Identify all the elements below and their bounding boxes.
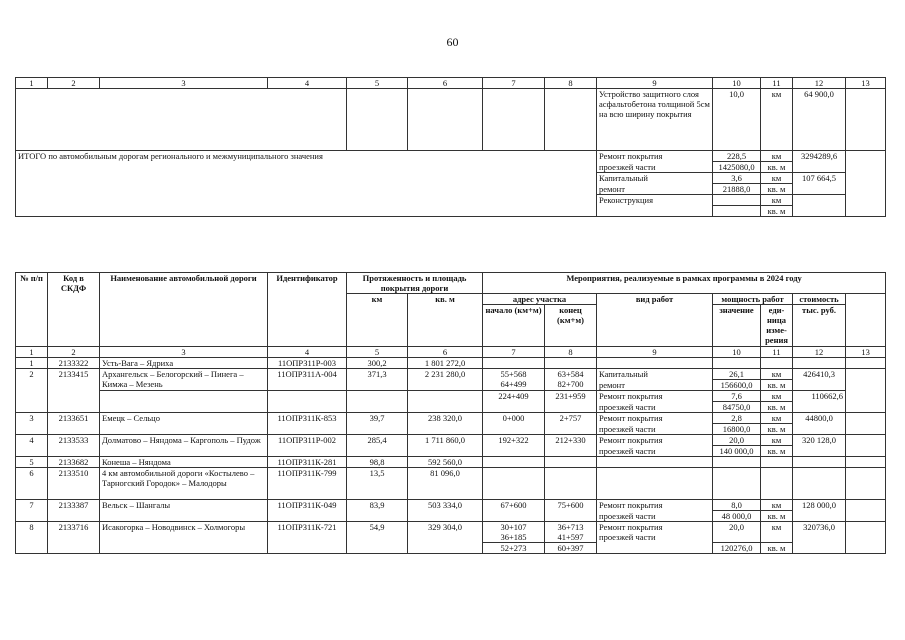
row-value: 48 000,0 [713, 511, 761, 522]
row-work: Ремонт покрытия [597, 500, 713, 511]
header-name: Наименование автомобильной дороги [100, 273, 268, 347]
table-row [16, 457, 886, 468]
row-unit: км [761, 413, 793, 424]
total-value: 1425080,0 [713, 162, 761, 173]
header-code: Код в СКДФ [48, 273, 100, 347]
end-value: 82+700 [557, 379, 584, 389]
row-id: 11ОПРЗ11Р-002 [268, 435, 347, 457]
total-value: 21888,0 [713, 184, 761, 195]
row-code: 2133510 [48, 468, 100, 500]
row-sqm: 592 560,0 [408, 457, 483, 468]
row-work: Ремонт покрытия [597, 413, 713, 424]
header-work-type: вид работ [597, 294, 713, 347]
work-value: 10,0 [713, 89, 761, 151]
row-start [483, 522, 545, 543]
row-unit: кв. м [761, 402, 793, 413]
end-value: 63+584 [557, 369, 584, 379]
row-num: 2 [16, 369, 48, 413]
roads-table [15, 272, 886, 554]
total-value: 3,6 [713, 173, 761, 184]
row-cost: 320 128,0 [793, 435, 846, 457]
row-unit: кв. м [761, 543, 793, 554]
row-km: 300,2 [347, 358, 408, 369]
row-sqm: 329 304,0 [408, 522, 483, 554]
table-row [16, 435, 886, 446]
col-num: 5 [347, 78, 408, 89]
col-num: 12 [793, 78, 846, 89]
header-km: км [347, 294, 408, 347]
row-code: 2133716 [48, 522, 100, 554]
row-unit: км [761, 522, 793, 543]
table-row [16, 522, 886, 543]
total-unit: км [761, 151, 793, 162]
row-km: 39,7 [347, 413, 408, 435]
row-id: 11ОПРЗ11К-799 [268, 468, 347, 500]
row-sqm: 503 334,0 [408, 500, 483, 522]
work-type: Устройство защитного слоя асфальтобетона толщиной 5см на всю ширину покрытия [597, 89, 713, 151]
row-name: Вельск – Шангалы [100, 500, 268, 522]
row-code: 2133322 [48, 358, 100, 369]
header-length-area: Протяженность и площадь покрытия дороги [347, 273, 483, 294]
row-end: 212+330 [545, 435, 597, 457]
row-work: Ремонт покрытия [597, 391, 713, 402]
row-km: 98,8 [347, 457, 408, 468]
start-value: 64+499 [500, 379, 527, 389]
column-number-row [16, 347, 886, 358]
continuation-row [16, 89, 886, 151]
total-unit: кв. м [761, 206, 793, 217]
total-unit: км [761, 173, 793, 184]
row-km: 13,5 [347, 468, 408, 500]
header-cost: стоимость [793, 294, 846, 305]
col-num: 12 [793, 347, 846, 358]
row-num: 8 [16, 522, 48, 554]
col-num: 3 [100, 78, 268, 89]
row-name: Конеша – Няндома [100, 457, 268, 468]
row-id: 11ОПРЗ11К-281 [268, 457, 347, 468]
row-start: 192+322 [483, 435, 545, 457]
row-km: 285,4 [347, 435, 408, 457]
header-address: адрес участка [483, 294, 597, 305]
column-number-row [16, 78, 886, 89]
work-unit: км [761, 89, 793, 151]
work-line: Ремонт покрытия [599, 522, 663, 532]
row-code: 2133651 [48, 413, 100, 435]
row-name: 4 км автомобильной дороги «Костылево – Тарногский Городок» – Малодоры [100, 468, 268, 500]
table-row [16, 468, 886, 500]
col-num: 4 [268, 78, 347, 89]
total-unit: кв. м [761, 162, 793, 173]
row-value: 16800,0 [713, 424, 761, 435]
row-value: 20,0 [713, 522, 761, 543]
row-name: Усть-Вага – Ядриха [100, 358, 268, 369]
total-label: ИТОГО по автомобильным дорогам регионального и межмуниципального значения [16, 151, 597, 217]
row-work: Капитальный [597, 369, 713, 380]
row-sqm: 1 711 860,0 [408, 435, 483, 457]
row-sqm: 2 231 280,0 [408, 369, 483, 391]
row-value: 8,0 [713, 500, 761, 511]
start-value: 30+107 [500, 522, 527, 532]
header-start: начало (км+м) [483, 305, 545, 347]
row-unit: км [761, 500, 793, 511]
row-work: проезжей части [597, 446, 713, 457]
row-num: 4 [16, 435, 48, 457]
header-end: конец (км+м) [545, 305, 597, 347]
row-unit: км [761, 391, 793, 402]
col-num: 13 [846, 347, 886, 358]
row-end: 60+397 [545, 543, 597, 554]
row-num: 7 [16, 500, 48, 522]
row-unit: км [761, 435, 793, 446]
row-sqm: 238 320,0 [408, 413, 483, 435]
col-num: 1 [16, 347, 48, 358]
header-row [16, 273, 886, 294]
row-start: 52+273 [483, 543, 545, 554]
row-code: 2133533 [48, 435, 100, 457]
row-value: 120276,0 [713, 543, 761, 554]
start-value: 55+568 [500, 369, 527, 379]
header-measures: Мероприятия, реализуемые в рамках программы в 2024 году [483, 273, 886, 294]
row-work: Ремонт покрытия [597, 435, 713, 446]
row-end: 2+757 [545, 413, 597, 435]
page-number: 60 [446, 35, 459, 49]
row-value: 26,1 [713, 369, 761, 380]
header-cost-unit: тыс. руб. [793, 305, 846, 347]
row-name: Долматово – Няндома – Каргополь – Пудож [100, 435, 268, 457]
header-num: № п/п [16, 273, 48, 347]
row-cost: 110662,6 [793, 391, 846, 413]
row-start [483, 369, 545, 391]
start-value: 36+185 [500, 532, 527, 542]
total-work: Ремонт покрытия [597, 151, 713, 162]
header-id: Идентификатор [268, 273, 347, 347]
row-id: 11ОПРЗ11К-853 [268, 413, 347, 435]
total-unit: км [761, 195, 793, 206]
row-code: 2133682 [48, 457, 100, 468]
row-work: проезжей части [597, 511, 713, 522]
total-cost: 3294289,6 [793, 151, 846, 162]
col-num: 11 [761, 347, 793, 358]
row-end [545, 522, 597, 543]
row-end: 231+959 [545, 391, 597, 413]
row-cost: 128 000,0 [793, 500, 846, 522]
row-work [597, 522, 713, 543]
row-id: 11ОПРЗ11К-049 [268, 500, 347, 522]
row-end: 75+600 [545, 500, 597, 522]
row-id: 11ОПРЗ11А-004 [268, 369, 347, 391]
col-num: 2 [48, 347, 100, 358]
row-cost: 320736,0 [793, 522, 846, 554]
row-value: 20,0 [713, 435, 761, 446]
col-num: 5 [347, 347, 408, 358]
col-num: 2 [48, 78, 100, 89]
row-num: 1 [16, 358, 48, 369]
row-value: 140 000,0 [713, 446, 761, 457]
header-unit: еди- ница изме- рения [761, 305, 793, 347]
row-code: 2133415 [48, 369, 100, 413]
row-sqm: 1 801 272,0 [408, 358, 483, 369]
row-work: проезжей части [597, 402, 713, 413]
col-num: 11 [761, 78, 793, 89]
total-cost: 107 664,5 [793, 173, 846, 184]
col-num: 6 [408, 347, 483, 358]
end-value: 36+713 [557, 522, 584, 532]
col-num: 7 [483, 347, 545, 358]
col-num: 8 [545, 347, 597, 358]
work-line: проезжей части [599, 532, 656, 542]
row-value: 7,6 [713, 391, 761, 402]
row-value: 156600,0 [713, 380, 761, 391]
row-name: Исакогорка – Новодвинск – Холмогоры [100, 522, 268, 554]
col-num: 10 [713, 347, 761, 358]
row-cost: 44800,0 [793, 413, 846, 435]
row-km: 83,9 [347, 500, 408, 522]
col-num: 1 [16, 78, 48, 89]
total-row [16, 151, 886, 162]
table-row [16, 369, 886, 380]
row-work: проезжей части [597, 424, 713, 435]
row-unit: км [761, 369, 793, 380]
table-row [16, 391, 886, 402]
row-km: 371,3 [347, 369, 408, 391]
row-km: 54,9 [347, 522, 408, 554]
row-unit: кв. м [761, 446, 793, 457]
row-num: 5 [16, 457, 48, 468]
row-end [545, 369, 597, 391]
col-num: 6 [408, 78, 483, 89]
row-value: 84750,0 [713, 402, 761, 413]
row-unit: кв. м [761, 511, 793, 522]
row-num: 6 [16, 468, 48, 500]
row-start: 224+409 [483, 391, 545, 413]
work-cost: 64 900,0 [793, 89, 846, 151]
col-num: 9 [597, 78, 713, 89]
total-work: Реконструкция [597, 195, 713, 206]
row-code: 2133387 [48, 500, 100, 522]
row-id: 11ОПРЗ11Р-003 [268, 358, 347, 369]
total-value: 228,5 [713, 151, 761, 162]
row-unit: кв. м [761, 380, 793, 391]
col-num: 3 [100, 347, 268, 358]
end-value: 41+597 [557, 532, 584, 542]
col-num: 9 [597, 347, 713, 358]
col-num: 13 [846, 78, 886, 89]
row-id: 11ОПРЗ11К-721 [268, 522, 347, 554]
header-sqm: кв. м [408, 294, 483, 347]
continuation-table [15, 77, 886, 217]
table-row [16, 413, 886, 424]
row-start: 0+000 [483, 413, 545, 435]
col-num: 8 [545, 78, 597, 89]
row-work: ремонт [597, 380, 713, 391]
total-unit: кв. м [761, 184, 793, 195]
col-num: 10 [713, 78, 761, 89]
row-name: Архангельск – Белогорский – Пинега – Кимжа – Мезень [100, 369, 268, 391]
total-work: проезжей части [597, 162, 713, 173]
row-start: 67+600 [483, 500, 545, 522]
row-value: 2,8 [713, 413, 761, 424]
row-unit: кв. м [761, 424, 793, 435]
col-num: 4 [268, 347, 347, 358]
total-work: ремонт [597, 184, 713, 195]
header-value: значение [713, 305, 761, 347]
row-sqm: 81 096,0 [408, 468, 483, 500]
total-work: Капитальный [597, 173, 713, 184]
row-num: 3 [16, 413, 48, 435]
header-capacity: мощность работ [713, 294, 793, 305]
row-name: Емецк – Сельцо [100, 413, 268, 435]
col-num: 7 [483, 78, 545, 89]
table-row [16, 358, 886, 369]
table-row [16, 500, 886, 511]
row-cost: 426410,3 [793, 369, 846, 391]
